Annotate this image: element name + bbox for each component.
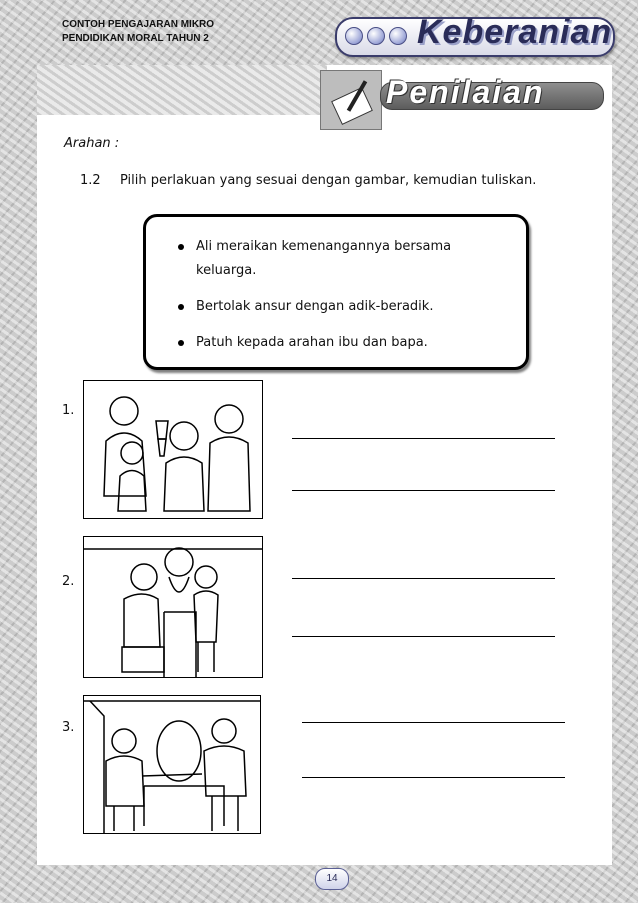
answer-line[interactable] bbox=[292, 578, 555, 579]
illustration-parent-child bbox=[83, 536, 263, 678]
header-line-1: CONTOH PENGAJARAN MIKRO bbox=[62, 19, 215, 30]
header-line-2: PENDIDIKAN MORAL TAHUN 2 bbox=[62, 33, 209, 44]
illustration-family-trophy bbox=[83, 380, 263, 519]
item-number: 1. bbox=[62, 403, 75, 418]
item-number: 2. bbox=[62, 574, 75, 589]
answer-line[interactable] bbox=[302, 777, 565, 778]
header-course-info bbox=[62, 18, 214, 46]
mother-child-vase-illustration bbox=[84, 537, 262, 677]
bubble-icon bbox=[345, 27, 363, 45]
question-number: 1.2 bbox=[80, 173, 101, 188]
instruction-label: Arahan : bbox=[64, 136, 120, 151]
option-item: Bertolak ansur dengan adik-beradik. bbox=[176, 295, 496, 319]
decorative-strip bbox=[37, 65, 327, 115]
family-celebration-illustration bbox=[84, 381, 262, 518]
answer-line[interactable] bbox=[292, 438, 555, 439]
illustration-siblings-sharing bbox=[83, 695, 261, 834]
answer-line[interactable] bbox=[292, 636, 555, 637]
item-number: 3. bbox=[62, 720, 75, 735]
options-list bbox=[176, 235, 496, 367]
question-text: Pilih perlakuan yang sesuai dengan gambar, kemudian tuliskan. bbox=[120, 173, 537, 188]
answer-options-box bbox=[143, 214, 529, 370]
bubble-icon bbox=[367, 27, 385, 45]
pen-writing-icon bbox=[320, 70, 382, 130]
title-banner bbox=[335, 13, 615, 57]
option-item: Ali meraikan kemenangannya bersama keluarga. bbox=[176, 235, 496, 283]
siblings-mirror-illustration bbox=[84, 696, 260, 833]
option-item: Patuh kepada arahan ibu dan bapa. bbox=[176, 331, 496, 355]
answer-line[interactable] bbox=[302, 722, 565, 723]
page-title: Keberanian bbox=[417, 13, 613, 51]
bubble-icon bbox=[389, 27, 407, 45]
page-number: 14 bbox=[315, 868, 349, 890]
answer-line[interactable] bbox=[292, 490, 555, 491]
section-title: Penilaian bbox=[386, 74, 545, 110]
